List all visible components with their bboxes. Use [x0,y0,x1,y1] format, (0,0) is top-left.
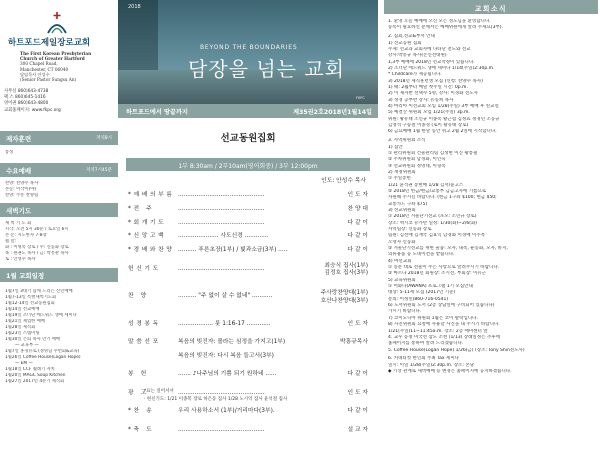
worship-row [128,262,368,277]
worship-row-label: *축 도 [128,426,155,433]
news-line: 1) 때: 2월부터 매달 첫주일 시간: 0p.m. [388,84,468,90]
church-news-column [384,0,598,474]
news-line: 일시: 이일 1/28(주일)2:30p.m. 장소: 본당 [388,362,475,368]
worship-row-leader: 설 교 자 [347,426,368,433]
news-line: 3. 사역위원회 소식 [388,138,426,144]
schedule-item: 1월23일 스텝미팅 [5,331,40,336]
section-body-discipleship [5,150,115,156]
section-row: 본 문: 지도한자 7-8장 [5,233,47,238]
news-line: 홈페이지를 통하여 알려 드리겠습니다. [388,341,464,347]
schedule-item: 1월12-14일 선교동원집회 [5,301,55,306]
news-line: 3) 선교위원회 [388,207,416,213]
news-line: 5) 예결산 위원회 모임 1/21(주일) 3p.m. [388,110,470,116]
worship-row-leader: 주사랑찬양대(1부) 호산나찬양대(3부) [320,290,368,304]
worship-note: · 헌신기도: 1/21 이종복 장로 허은동 집사 1/28 노시억 집사 윤석철 집사 [144,397,288,402]
church-name: 하트포드제일장로교회 [8,38,91,48]
section-header-wednesday [0,163,118,177]
worship-row-content: ............................................... [178,192,265,198]
schedule-item: 1월19일 조너단 에드워드 생애 세미나 [5,313,77,318]
worship-row-content: ............................................... [178,205,265,212]
worship-officiant: 인도: 안성수 목사 [321,178,366,184]
section-header-discipleship [0,131,118,145]
news-line: 4. 교우 동정 미국선 삼도 소천 (1/13) 장례일정은 추후에 [388,334,500,340]
news-line: 1,3부 예배에 2018년 선교작정이 있습니다. [388,59,475,65]
worship-row [128,336,368,345]
news-line: 등록이 필요하신 분께서는 예배위원에게 알려 주세요(3부). [388,25,503,31]
worship-row-content: 우리 사용하소서 (1부)/거리마다(3부). [178,408,275,415]
news-line: 4) 여선교회 [388,258,412,264]
worship-row-leader: 찬 양 대 [347,205,368,212]
worship-row-leader: 다 같 이 [347,233,368,240]
news-line: 2) 이 제자반 선택수 5명, 강사: 이경화 전도사 [388,91,478,97]
worship-row-leader: 다 같 이 [347,408,368,415]
news-line: 1. 환영 오늘 예배에 오신 모든 성도님을 환영합니다. [388,19,491,24]
news-line: ① 동문 대로 선물이 주는 사랑으로 알려주시기 바랍니다. [388,265,500,271]
news-line: ② 2018년 헌금/현금/교통부 금금고사에 기쁨으로 [388,188,487,194]
news-line: 교통카드 구좌 $75) [388,201,428,207]
church-news-body [388,19,596,375]
worship-row-leader: 다 같 이 [347,219,368,226]
worship-row-label: *신앙고백 [128,233,167,240]
schedule-item: 1월7-13일 특별새벽기도회 [5,295,57,300]
worship-row-content: 복음의 빚진자: 볼라는 심정을 가지고(1부) [178,339,286,346]
schedule-item: — EM — [15,361,33,366]
schedule-item: 1월27일 2017년 4분기 제직회 [5,379,65,384]
worship-row-label: *경배와찬양 [128,247,175,254]
news-line: ② 주차위원회 남경화, 이인숙 [388,157,446,163]
church-news-title: 교회소식 [384,0,598,14]
news-line: 문의: 이정민(860-716-0541) [388,296,449,302]
schedule-item: 1월21일 제업한 예배 [5,319,45,324]
bulletin-subbar [118,104,378,118]
church-motto: 하트포드에서 땅끝까지 [126,109,188,116]
worship-order [118,118,378,474]
news-line: 주제: 선교과 교회사에 나타난 전도와 선교 [388,46,471,52]
contact-line: 교회홈페이지: www.fkpc.org [4,107,61,113]
worship-row-label: 헌신기도 [128,265,161,272]
eng-line: Church of Greater Hartford [20,56,85,62]
section-row: 화 : 이명복 장로 / 수: 신동화 장로 [5,245,69,250]
news-line: 강사:박흥규 목사(온신선대원) [388,53,447,59]
banner-year: 2018 [128,4,141,10]
banner-tag: FKPC [356,96,365,100]
worship-row-label: 봉 헌 [128,371,149,378]
worship-row-leader: 인 도 자 [347,320,368,327]
church-logo-icon [46,11,68,35]
schedule-item: — 교육부 — [15,343,39,348]
worship-note: *표는 일어서서 [144,389,174,394]
section-row: 찬양: 주흥 찬양팀 [5,193,39,198]
news-line: ① 어와나(AWANA) 프로그램 1기 모집안내 [388,284,473,290]
news-line: 5) 교육위원회 [388,277,416,283]
eng-line: (Senior Pastor Sungsu An) [20,77,77,83]
worship-row-leader: 박흥규목사 [340,339,368,346]
news-line: 5. Coffee House(Logan Hope) 1/26(금) (장소: Tony Shin전도사) [388,347,525,353]
news-line: 3) 2018년 제직훈련생 모집 (신청: 찬양수 목사) [388,78,483,84]
news-line: 6) 금요예배 1월 한달 동안 쉬고 2월 2일에 시작합니다. [388,129,497,135]
worship-row-label: *찬 송 [128,408,155,415]
news-line: ① 2018년 겨울단기선교 (포모: 조민규 장로) [388,214,477,220]
worship-row-content: 복음의 빚진자: 다시 복음 들고서(3부) [178,353,274,359]
worship-row-content: ............................................... [178,265,265,272]
news-line: 김영석 구승철 이종경 (로이 황유태 장로) [388,123,469,128]
news-line: ② 겨울단기선교를 위한 물품: 모자, 내복, 운동화, 모자, 바지, [388,246,508,252]
section-row: 찬양: 찬양수 목사 [5,181,39,186]
news-line: 1) 선교동원 집회 [388,40,422,46]
eng-line: 담임목사 안성수 [20,71,50,77]
worship-row [128,230,368,239]
worship-row-content: ....... ♪나주님의 기쁨 되기 원하네 ...... [178,371,277,378]
news-line: 6. 커네티컷 한인회 주최 Tax 세미나 [388,356,460,362]
worship-row [128,244,368,253]
news-line: 의류용품 등 도네이션을 받습니다. [388,252,455,258]
worship-row-content: ............................................... [178,219,265,226]
schedule-item: 1월14일 선교예배 [5,307,40,312]
schedule-item: 1월20일 MAGC Soup Kitchen [5,373,66,378]
worship-row [128,368,368,377]
section-subtitle: 저녁8시 [96,136,112,141]
section-title: 새벽기도 [6,207,32,215]
news-line: 8) 사진위원회 요청에 사용할 사진을 내 주시기 바랍니다. [388,322,500,328]
section-header-schedule [0,268,118,282]
news-line: 자원해 주시길 바랍니다. (헌금 1구좌 $100; 현금 $50; [388,195,497,201]
worship-row [128,203,368,212]
news-line: 2) 재정위원회 [388,169,416,175]
eng-line: The First Korean Presbyterian [20,51,92,56]
church-english-info [20,51,116,82]
news-line: 팀원: 김선애 김재국 김효익 남경화 이경애 이주옥 [388,233,486,239]
worship-row-leader: 인 도 자 [347,192,368,198]
worship-row-label: *전 주 [128,205,155,212]
news-line: ② 마르다 2018년 회원장: 조시선, 부회장: 이유근 [388,271,487,277]
section-subtitle: 저녁7시45분 [86,168,112,173]
worship-row-label: *예배의부름 [128,192,175,198]
section-row: 본문: 이삭이(야) [5,187,37,192]
schedule-item: 1월26일 Coffee House(Logan Hope) [5,355,81,360]
news-line: 1) 집안 [388,144,403,150]
schedule-item: 1월30일 은퇴 목사 만기 예배 [5,337,61,342]
banner-theme-korean: 담장을 넘는 교회 [188,57,345,81]
section-body-prayer [5,221,115,263]
news-line: 대상: 5-11세 모집 (2017년 기준) [388,290,456,296]
eng-line: 300 Chapel Road, [20,61,58,67]
news-line: 장소: 멕시코 유카탄 일정: 1/30(화)~2/6(화) [388,220,478,226]
worship-row-leader: 다 같 이 [347,247,368,254]
news-line: 2. 집회,선교&부서 안내 [388,34,435,40]
section-row: 시각: 오전 5시 30분 / 토요일 6시 [5,227,69,232]
worship-row-content: .......... 푸른초장(1부) / 빛과소금(3부) ..... [178,247,288,254]
section-row: 목 : 원권도 목사 / 금: 박흥관 목사 [5,251,69,256]
worship-times: 1부 8:30am / 2부10am(영어회중) / 3부 12:00pm [126,158,370,171]
news-line: 사역팀장: 신동화 장로 [388,227,432,232]
worship-row-leader: 최승식 집사(1부) 김정호 집사(3부) [324,262,368,277]
eng-line: Manchester, CT 06040 [20,66,69,72]
news-line: ③ 선교위원회 정영대, 이형복 [388,163,446,169]
worship-row [128,318,368,327]
worship-row-content: .......... "주 없이 살 수 없네" ........... [178,293,273,300]
worship-row-label: 말씀선포 [128,339,161,346]
news-line: ① 관리위원회 건물관리팀 김성현 이진 황통필 [388,150,478,156]
worship-title: 선교동원집회 [220,133,276,144]
worship-row [128,350,368,359]
news-line: ◆ 기상 관계로 새벽예배 등 변경은 홈페이지에 공지하겠습니다. [388,369,512,375]
contact-line: 팩 스 860)645-1416 [4,95,46,101]
section-row: 월 말: [5,239,17,244]
news-line: 가시기 바랍니다. [388,309,422,315]
banner-theme-english: BEYOND THE BOUNDARIES [200,44,298,51]
schedule-item: 1월7일 홍경유로 (정명님 수련회&교육) [5,349,80,354]
section-row: 토 : 안성수 목사 [5,257,36,262]
section-title: 수요예배 [6,167,32,175]
news-line: ① 주일봉헌 [388,176,411,182]
news-line: 1/21 윤석권 봉헌매 1/28 김서/윤고스 [388,182,464,188]
news-line: 1/21(주일)11~11:45a.m. 장소: 2층 애미센터 앞 [388,328,488,334]
worship-row-content: ............................................... [178,389,265,396]
bulletin-issue-date: 제35권2호2018년1월14일 [293,109,372,116]
worship-row-label: 성경봉독 [128,320,161,327]
news-line: 3) 성경 공부반 강사: 유동희 목사 [388,97,454,103]
worship-row-content: ...................... 사도신경 ............. [178,233,269,240]
worship-row-label: 찬 양 [128,293,149,300]
worship-row [128,290,368,304]
theme-banner [118,0,378,104]
news-line: 7) 코이노니아 위원회 1월은 코이 팔락입니다. [388,315,478,321]
worship-row [128,217,368,226]
worship-row-label: 광 고 [128,389,149,396]
worship-row-leader: 인 도 자 [347,389,368,396]
left-column [0,0,118,474]
schedule-item: 1월28일 제직회 [5,325,36,330]
contact-line: 사무실 860)643-4738 [4,89,49,94]
section-header-prayer [0,203,118,217]
section-row: 새 벽 기 도 회 [5,221,32,226]
section-body-wednesday [5,181,115,199]
news-line: * Childcare가 제공됩니다. [388,72,442,78]
contact-line: 영어권 860)643-4800 [4,101,49,107]
church-contacts [4,89,116,114]
worship-row-content: ................... 룻 1:16-17 ............. [178,320,271,327]
worship-row [128,189,368,198]
worship-row-leader: 다 같 이 [347,371,368,378]
news-line: 2) 조너단 에드워드 생애 세미나 1/14(주일)2:30p.m. [388,65,495,71]
worship-row-label: *회개기도 [128,219,167,226]
schedule-item: 1월18일 CCF 월례기 자치 [5,367,55,372]
section-title: 제자훈련 [6,135,32,143]
section-title: 1월 교회일정 [6,272,45,280]
worship-row [128,424,368,433]
section-row: 통성 [5,150,14,155]
worship-row [128,405,368,414]
news-line: 6) 도서위원회 도서 (2층 상담실에 구비되어 있습니다) [388,303,495,309]
section-body-schedule [5,289,115,385]
news-line: 4) 마리아 이선교회 모임 1/28(주일) 3부 예배 후 친교실 [388,103,499,109]
worship-row-content: ............................................... [178,426,265,433]
news-line: 위원: 황유태 조인규 이종복 황근섭 김정효 정경민 조동규 [388,116,500,122]
schedule-item: 1월7일 3대기 함께 드리는 신년예배 [5,289,73,294]
news-line: 오영자 신동화 [388,239,416,245]
